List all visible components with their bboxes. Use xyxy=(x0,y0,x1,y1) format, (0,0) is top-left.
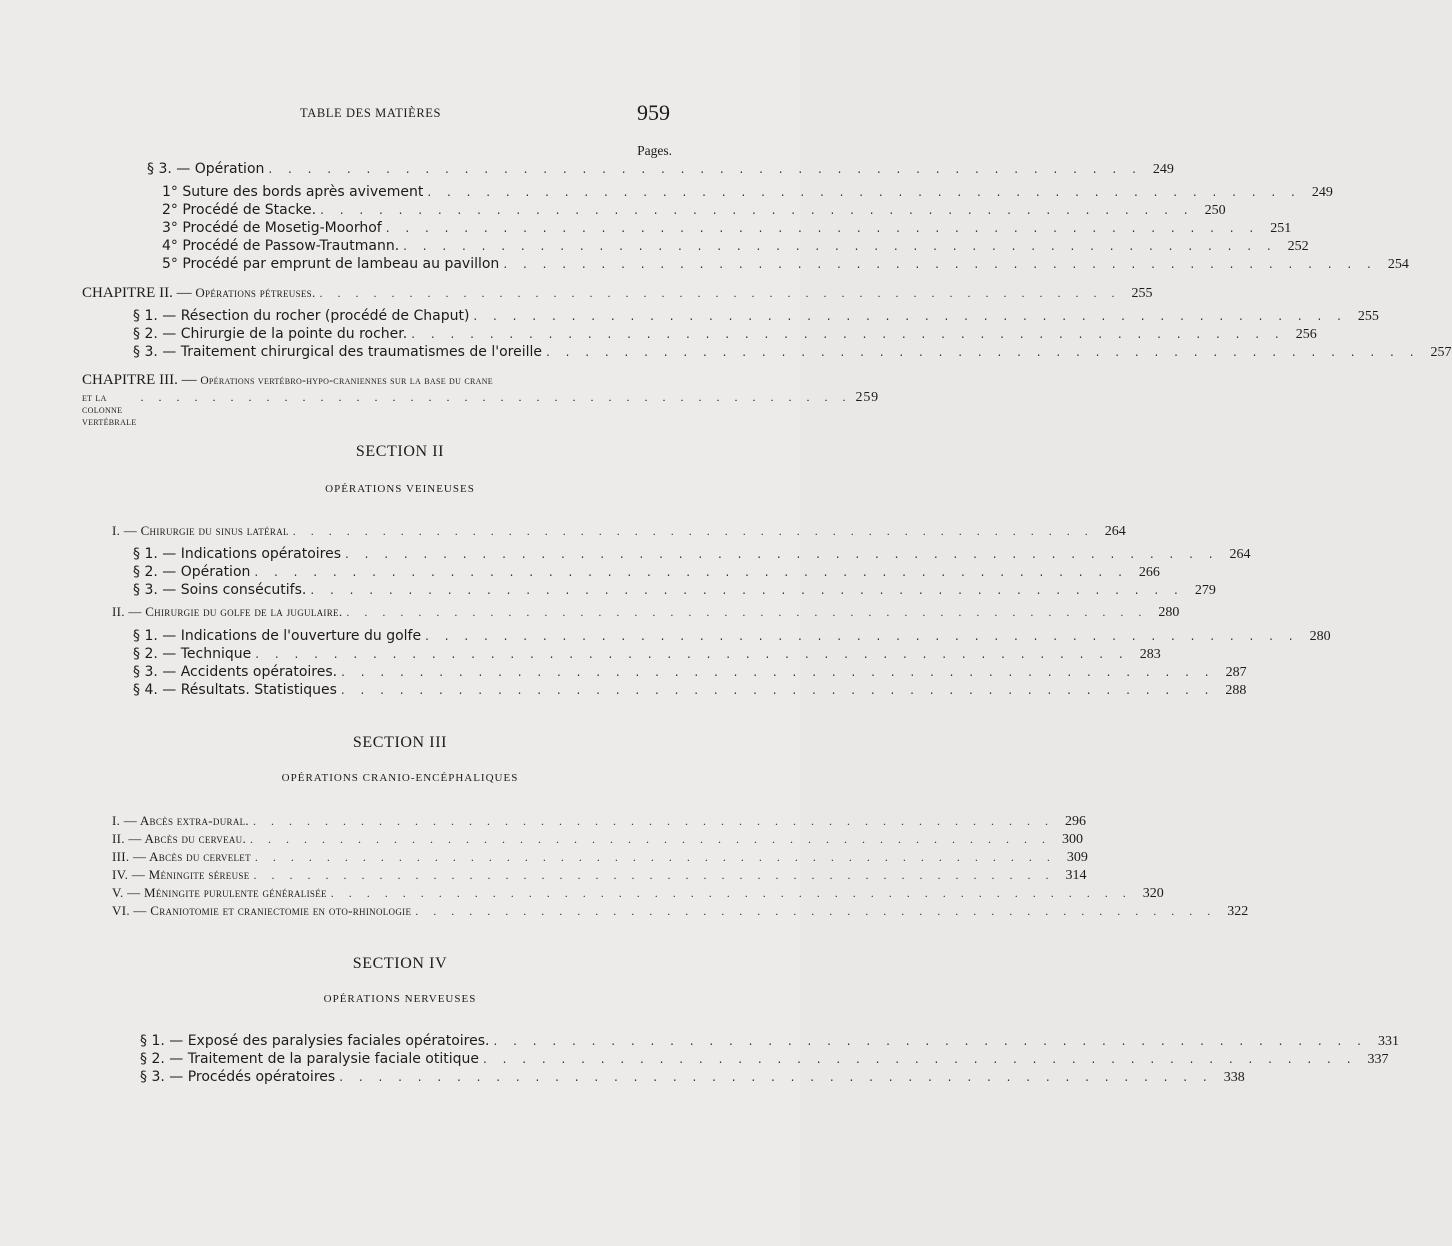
toc-entry: 2° Procédé de Stacke. . . . . . . . . . . . . . . . . . . . . . . . . . . . . . . . . . . . . . . . . . . . . . 250 xyxy=(162,202,1226,218)
toc-entry-label: 5° Procédé par emprunt de lambeau au pavillon xyxy=(162,256,500,272)
section-title: SECTION III xyxy=(352,734,448,751)
header-page-number: 959 xyxy=(637,100,670,125)
toc-entry-label: § 4. — Résultats. Statistiques xyxy=(133,682,337,698)
toc-entry-page: 249 xyxy=(1311,185,1333,200)
toc-entry-page: 322 xyxy=(1227,904,1249,919)
chapter-title-line1: Opérations vertébro-hypo-craniennes sur la base du crane xyxy=(200,375,493,387)
toc-entry: § 3. — Accidents opératoires. . . . . . . . . . . . . . . . . . . . . . . . . . . . . . . . . . . . . . . . . . . . . . 287 xyxy=(133,664,1247,680)
toc-entry: IV. — Méningite séreuse . . . . . . . . . . . . . . . . . . . . . . . . . . . . . . . . . . . . . . . . . . . . . 314 xyxy=(112,867,1087,883)
toc-entry: 5° Procédé par emprunt de lambeau au pavillon . . . . . . . . . . . . . . . . . . . . . . . . . . . . . . . . . . . . . . . . . . . . . 254 xyxy=(162,256,1409,272)
toc-entry-label: I. — Abcès extra-dural. xyxy=(112,813,249,828)
toc-heading-entry: II. — Chirurgie du golfe de la jugulaire. . . . . . . . . . . . . . . . . . . . . . . . . . . . . . . . . . . . . . . . . . . . . . 280 xyxy=(112,604,1180,620)
toc-entry-label: § 1. — Résection du rocher (procédé de Chaput) xyxy=(133,308,470,324)
chapter-title: Opérations pétreuses. xyxy=(195,285,316,300)
toc-entry: § 4. — Résultats. Statistiques . . . . . . . . . . . . . . . . . . . . . . . . . . . . . . . . . . . . . . . . . . . . . 288 xyxy=(133,682,1247,698)
header-title: TABLE DES MATIÈRES xyxy=(300,106,442,120)
toc-entry-page: 249 xyxy=(1152,162,1174,177)
toc-entry-label: § 3. — Accidents opératoires. xyxy=(133,664,338,680)
toc-entry-page: 300 xyxy=(1062,832,1084,847)
toc-entry-label: § 1. — Indications opératoires xyxy=(133,546,342,562)
running-header xyxy=(0,100,800,126)
toc-entry-page: 250 xyxy=(1204,203,1226,218)
toc-entry-label: VI. — Craniotomie et craniectomie en oto-rhinologie xyxy=(112,903,412,918)
chapter-page: 259 xyxy=(855,390,879,405)
chapter-heading xyxy=(82,372,674,390)
toc-entry: I. — Abcès extra-dural. . . . . . . . . . . . . . . . . . . . . . . . . . . . . . . . . . . . . . . . . . . . . . 296 xyxy=(112,813,1086,829)
toc-entry-label: I. — Chirurgie du sinus latéral xyxy=(112,523,289,538)
toc-entry: § 2. — Traitement de la paralysie faciale otitique . . . . . . . . . . . . . . . . . . . . . . . . . . . . . . . . . . . . . . . . . . . . . 337 xyxy=(140,1051,1389,1067)
toc-entry-label: V. — Méningite purulente généralisée xyxy=(112,885,327,900)
chapter-prefix: CHAPITRE II. — xyxy=(82,285,196,301)
toc-entry: § 3. — Soins consécutifs. . . . . . . . . . . . . . . . . . . . . . . . . . . . . . . . . . . . . . . . . . . . . . 279 xyxy=(133,582,1216,598)
toc-entry-page: 288 xyxy=(1225,683,1247,698)
section-subtitle: OPÉRATIONS VEINEUSES xyxy=(325,483,475,495)
toc-entry: § 3. — Procédés opératoires . . . . . . . . . . . . . . . . . . . . . . . . . . . . . . . . . . . . . . . . . . . . . 338 xyxy=(140,1069,1245,1085)
toc-entry-page: 287 xyxy=(1225,665,1247,680)
toc-entry-page: 279 xyxy=(1194,583,1216,598)
chapter-heading-continuation: et la colonne vertébrale . . . . . . . . . . . . . . . . . . . . . . . . . . . . . . . . . . . . . . . . 259 xyxy=(82,390,879,428)
toc-entry-page: 338 xyxy=(1223,1070,1245,1085)
toc-entry-page: 252 xyxy=(1287,239,1309,254)
toc-entry-page: 280 xyxy=(1158,605,1180,620)
toc-entry-page: 256 xyxy=(1295,327,1317,342)
section-title: SECTION II xyxy=(355,443,445,460)
toc-entry: § 1. — Exposé des paralysies faciales opératoires. . . . . . . . . . . . . . . . . . . . . . . . . . . . . . . . . . . . . . . . . . . . . . 331 xyxy=(140,1033,1399,1049)
toc-entry: § 2. — Opération . . . . . . . . . . . . . . . . . . . . . . . . . . . . . . . . . . . . . . . . . . . . . 266 xyxy=(133,564,1160,580)
toc-entry: II. — Abcès du cerveau. . . . . . . . . . . . . . . . . . . . . . . . . . . . . . . . . . . . . . . . . . . . . . 300 xyxy=(112,831,1084,847)
toc-entry-label: 2° Procédé de Stacke. xyxy=(162,202,317,218)
toc-entry-label: 3° Procédé de Mosetig-Moorhof xyxy=(162,220,382,236)
toc-entry-page: 309 xyxy=(1066,850,1088,865)
toc-entry: § 3. — Traitement chirurgical des traumatismes de l'oreille . . . . . . . . . . . . . . . . . . . . . . . . . . . . . . . . . . . . . . . . . . . . . 257 xyxy=(133,344,1452,360)
toc-entry-label: § 3. — Traitement chirurgical des traumatismes de l'oreille xyxy=(133,344,543,360)
toc-entry-label: § 2. — Opération xyxy=(133,564,251,580)
section-title: SECTION IV xyxy=(352,955,448,972)
toc-entry-label: § 3. — Procédés opératoires xyxy=(140,1069,336,1085)
toc-entry-page: 296 xyxy=(1064,814,1086,829)
toc-entry-label: § 2. — Chirurgie de la pointe du rocher. xyxy=(133,326,408,342)
toc-entry: 1° Suture des bords après avivement . . . . . . . . . . . . . . . . . . . . . . . . . . . . . . . . . . . . . . . . . . . . . 249 xyxy=(162,184,1333,200)
toc-entry-label: § 2. — Traitement de la paralysie faciale otitique xyxy=(140,1051,480,1067)
toc-entry-page: 266 xyxy=(1138,565,1160,580)
chapter-page: 255 xyxy=(1131,286,1153,301)
toc-entry-page: 257 xyxy=(1430,345,1452,360)
toc-entry: VI. — Craniotomie et craniectomie en oto-rhinologie . . . . . . . . . . . . . . . . . . . . . . . . . . . . . . . . . . . . . . . . . . . . . 322 xyxy=(112,903,1249,919)
toc-entry: § 1. — Indications opératoires . . . . . . . . . . . . . . . . . . . . . . . . . . . . . . . . . . . . . . . . . . . . . 264 xyxy=(133,546,1251,562)
section-subtitle: OPÉRATIONS CRANIO-ENCÉPHALIQUES xyxy=(281,772,519,784)
toc-entry: § 1. — Indications de l'ouverture du golfe . . . . . . . . . . . . . . . . . . . . . . . . . . . . . . . . . . . . . . . . . . . . . 280 xyxy=(133,628,1331,644)
pages-column-label: Pages. xyxy=(637,143,672,158)
chapter-prefix: CHAPITRE III. — xyxy=(82,372,201,388)
toc-heading-entry: I. — Chirurgie du sinus latéral . . . . . . . . . . . . . . . . . . . . . . . . . . . . . . . . . . . . . . . . . . . . . 264 xyxy=(112,523,1126,539)
toc-entry-label: III. — Abcès du cervelet xyxy=(112,849,251,864)
toc-entry: § 2. — Chirurgie de la pointe du rocher. . . . . . . . . . . . . . . . . . . . . . . . . . . . . . . . . . . . . . . . . . . . . . 256 xyxy=(133,326,1317,342)
toc-entry-page: 283 xyxy=(1139,647,1161,662)
toc-entry-label: IV. — Méningite séreuse xyxy=(112,867,250,882)
toc-entry-page: 280 xyxy=(1309,629,1331,644)
section-subtitle: OPÉRATIONS NERVEUSES xyxy=(323,993,477,1005)
toc-entry-page: 254 xyxy=(1387,257,1409,272)
toc-entry-page: 264 xyxy=(1229,547,1251,562)
toc-entry-page: 251 xyxy=(1270,221,1292,236)
toc-entry-label: 1° Suture des bords après avivement xyxy=(162,184,424,200)
toc-entry-page: 264 xyxy=(1104,524,1126,539)
toc-entry: 4° Procédé de Passow-Trautmann. . . . . . . . . . . . . . . . . . . . . . . . . . . . . . . . . . . . . . . . . . . . . . 252 xyxy=(162,238,1309,254)
toc-entry-label: § 2. — Technique xyxy=(133,646,252,662)
toc-entry-label: II. — Chirurgie du golfe de la jugulaire. xyxy=(112,604,343,619)
toc-entry-label: § 3. — Soins consécutifs. xyxy=(133,582,307,598)
toc-entry: § 1. — Résection du rocher (procédé de Chaput) . . . . . . . . . . . . . . . . . . . . . . . . . . . . . . . . . . . . . . . . . . . . . 255 xyxy=(133,308,1379,324)
toc-entry-label: § 1. — Indications de l'ouverture du golfe xyxy=(133,628,422,644)
chapter-title-line2: et la colonne vertébrale xyxy=(82,392,137,428)
toc-entry-page: 255 xyxy=(1357,309,1379,324)
toc-entry-page: 337 xyxy=(1367,1052,1389,1067)
chapter-heading: CHAPITRE II. — Opérations pétreuses. . . . . . . . . . . . . . . . . . . . . . . . . . . . . . . . . . . . . . . . . . . . . . 255 xyxy=(82,285,1153,301)
toc-entry-label: § 3. — Opération xyxy=(147,161,265,177)
toc-entry: § 2. — Technique . . . . . . . . . . . . . . . . . . . . . . . . . . . . . . . . . . . . . . . . . . . . . 283 xyxy=(133,646,1161,662)
toc-entry: V. — Méningite purulente généralisée . . . . . . . . . . . . . . . . . . . . . . . . . . . . . . . . . . . . . . . . . . . . . 320 xyxy=(112,885,1164,901)
toc-entry-label: § 1. — Exposé des paralysies faciales opératoires. xyxy=(140,1033,490,1049)
toc-entry-page: 314 xyxy=(1065,868,1087,883)
toc-entry: § 3. — Opération . . . . . . . . . . . . . . . . . . . . . . . . . . . . . . . . . . . . . . . . . . . . . 249 xyxy=(147,161,1174,177)
toc-entry-page: 331 xyxy=(1377,1034,1399,1049)
toc-entry-page: 320 xyxy=(1142,886,1164,901)
toc-entry: 3° Procédé de Mosetig-Moorhof . . . . . . . . . . . . . . . . . . . . . . . . . . . . . . . . . . . . . . . . . . . . . 251 xyxy=(162,220,1292,236)
toc-entry-label: 4° Procédé de Passow-Trautmann. xyxy=(162,238,400,254)
toc-entry-label: II. — Abcès du cerveau. xyxy=(112,831,247,846)
toc-entry: III. — Abcès du cervelet . . . . . . . . . . . . . . . . . . . . . . . . . . . . . . . . . . . . . . . . . . . . . 309 xyxy=(112,849,1088,865)
